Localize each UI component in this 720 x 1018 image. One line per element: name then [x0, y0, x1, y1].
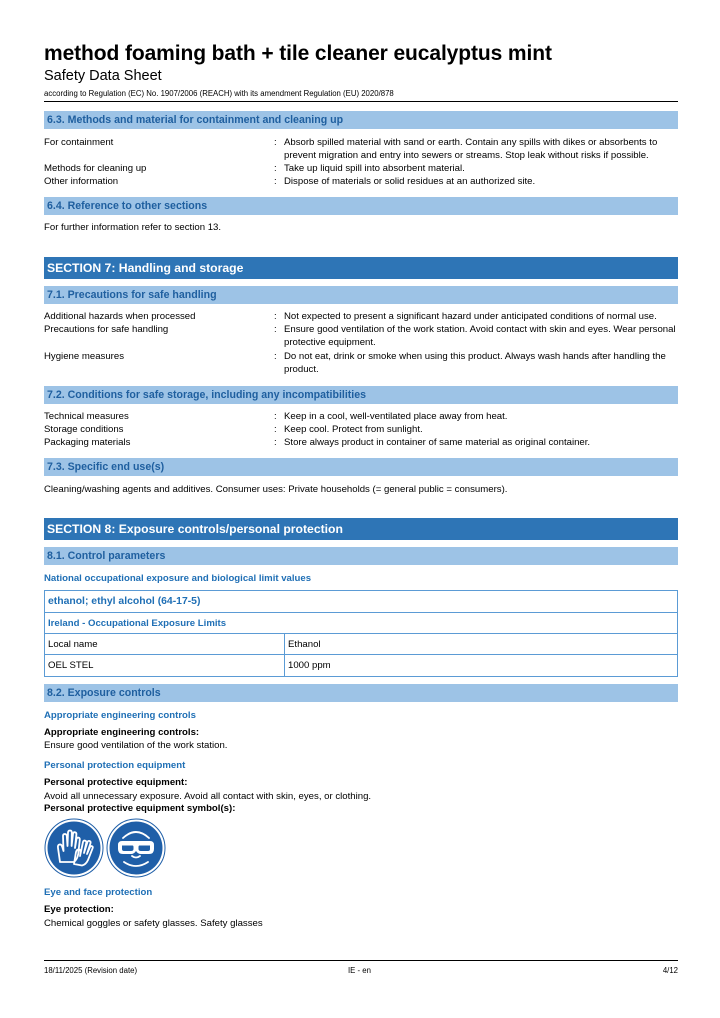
row-label: Additional hazards when processed — [44, 311, 196, 322]
safety-goggles-icon — [106, 818, 166, 878]
footer-divider — [44, 960, 678, 961]
row-colon: : — [274, 411, 277, 422]
subsection-heading-8-1: 8.1. Control parameters — [44, 547, 678, 565]
row-label: Methods for cleaning up — [44, 163, 147, 174]
gloves-icon — [44, 818, 104, 878]
row-value: Not expected to present a significant hazard under anticipated conditions of normal use. — [284, 311, 657, 322]
subsection-heading-8-2: 8.2. Exposure controls — [44, 684, 678, 702]
row-value: Store always product in container of same material as original container. — [284, 437, 591, 448]
document-subtitle: Safety Data Sheet — [44, 68, 162, 84]
table-row — [45, 655, 677, 676]
row-label: Other information — [44, 176, 119, 187]
row-colon: : — [274, 351, 277, 362]
row-colon: : — [274, 424, 277, 435]
subsection-heading-6-3: 6.3. Methods and material for containment and cleaning up — [44, 111, 678, 129]
page-number: 4/12 — [662, 966, 678, 975]
row-value: Keep cool. Protect from sunlight. — [284, 424, 423, 435]
table-limits-title-row: Ireland - Occupational Exposure Limits — [45, 613, 677, 634]
end-use-text: Cleaning/washing agents and additives. Consumer uses: Private households (= general public = consumers). — [44, 484, 508, 495]
table-cell-value: Ethanol — [288, 639, 321, 650]
ppe-heading: Personal protection equipment — [44, 760, 186, 771]
row-colon: : — [274, 437, 277, 448]
table-column-divider — [284, 634, 285, 654]
eye-protection-label: Eye protection: — [44, 904, 114, 915]
document-title: method foaming bath + tile cleaner eucalyptus mint — [44, 42, 552, 65]
eye-protection-heading: Eye and face protection — [44, 887, 153, 898]
row-label: Precautions for safe handling — [44, 324, 169, 335]
section-heading-7: SECTION 7: Handling and storage — [44, 257, 678, 279]
section-heading-8: SECTION 8: Exposure controls/personal protection — [44, 518, 678, 540]
row-colon: : — [274, 137, 277, 148]
row-colon: : — [274, 176, 277, 187]
row-value: Take up liquid spill into absorbent material. — [284, 163, 465, 174]
exposure-limits-table — [44, 590, 678, 677]
engineering-controls-label: Appropriate engineering controls: — [44, 727, 200, 738]
subsection-heading-7-2: 7.2. Conditions for safe storage, including any incompatibilities — [44, 386, 678, 404]
ppe-text: Avoid all unnecessary exposure. Avoid all contact with skin, eyes, or clothing. — [44, 791, 372, 802]
row-label: Technical measures — [44, 411, 129, 422]
row-value: Absorb spilled material with sand or earth. Contain any spills with dikes or absorbents to prevent migration and entry into sewers or streams. Stop leak without risks if possible. — [284, 137, 658, 161]
row-value: Do not eat, drink or smoke when using this product. Always wash hands after handling the product. — [284, 351, 666, 375]
row-colon: : — [274, 324, 277, 335]
ppe-symbols-label: Personal protective equipment symbol(s): — [44, 803, 236, 814]
row-colon: : — [274, 163, 277, 174]
subsection-heading-7-3: 7.3. Specific end use(s) — [44, 458, 678, 476]
subsection-heading-6-4: 6.4. Reference to other sections — [44, 197, 678, 215]
table-row — [45, 634, 677, 655]
engineering-controls-text: Ensure good ventilation of the work station. — [44, 740, 228, 751]
regulation-note: according to Regulation (EC) No. 1907/2006 (REACH) with its amendment Regulation (EU) 2020/878 — [44, 89, 394, 98]
limit-values-heading: National occupational exposure and biological limit values — [44, 573, 312, 584]
table-column-divider — [284, 655, 285, 676]
revision-date: 18/11/2025 (Revision date) — [44, 966, 138, 975]
row-value: Ensure good ventilation of the work station. Avoid contact with skin and eyes. Wear personal protective equipment. — [284, 324, 676, 348]
table-cell-key: OEL STEL — [48, 660, 94, 671]
ppe-label: Personal protective equipment: — [44, 777, 188, 788]
reference-text: For further information refer to section 13. — [44, 222, 222, 233]
subsection-heading-7-1: 7.1. Precautions for safe handling — [44, 286, 678, 304]
row-label: Packaging materials — [44, 437, 131, 448]
row-value: Dispose of materials or solid residues at an authorized site. — [284, 176, 536, 187]
row-label: Hygiene measures — [44, 351, 124, 362]
locale-label: IE - en — [348, 966, 371, 975]
row-value: Keep in a cool, well-ventilated place away from heat. — [284, 411, 508, 422]
table-cell-value: 1000 ppm — [288, 660, 331, 671]
table-cell-key: Local name — [48, 639, 98, 650]
header-divider — [44, 101, 678, 102]
row-label: For containment — [44, 137, 114, 148]
table-substance-row: ethanol; ethyl alcohol (64-17-5) — [45, 591, 677, 613]
engineering-controls-heading: Appropriate engineering controls — [44, 710, 196, 721]
eye-protection-text: Chemical goggles or safety glasses. Safety glasses — [44, 918, 263, 929]
row-label: Storage conditions — [44, 424, 124, 435]
row-colon: : — [274, 311, 277, 322]
